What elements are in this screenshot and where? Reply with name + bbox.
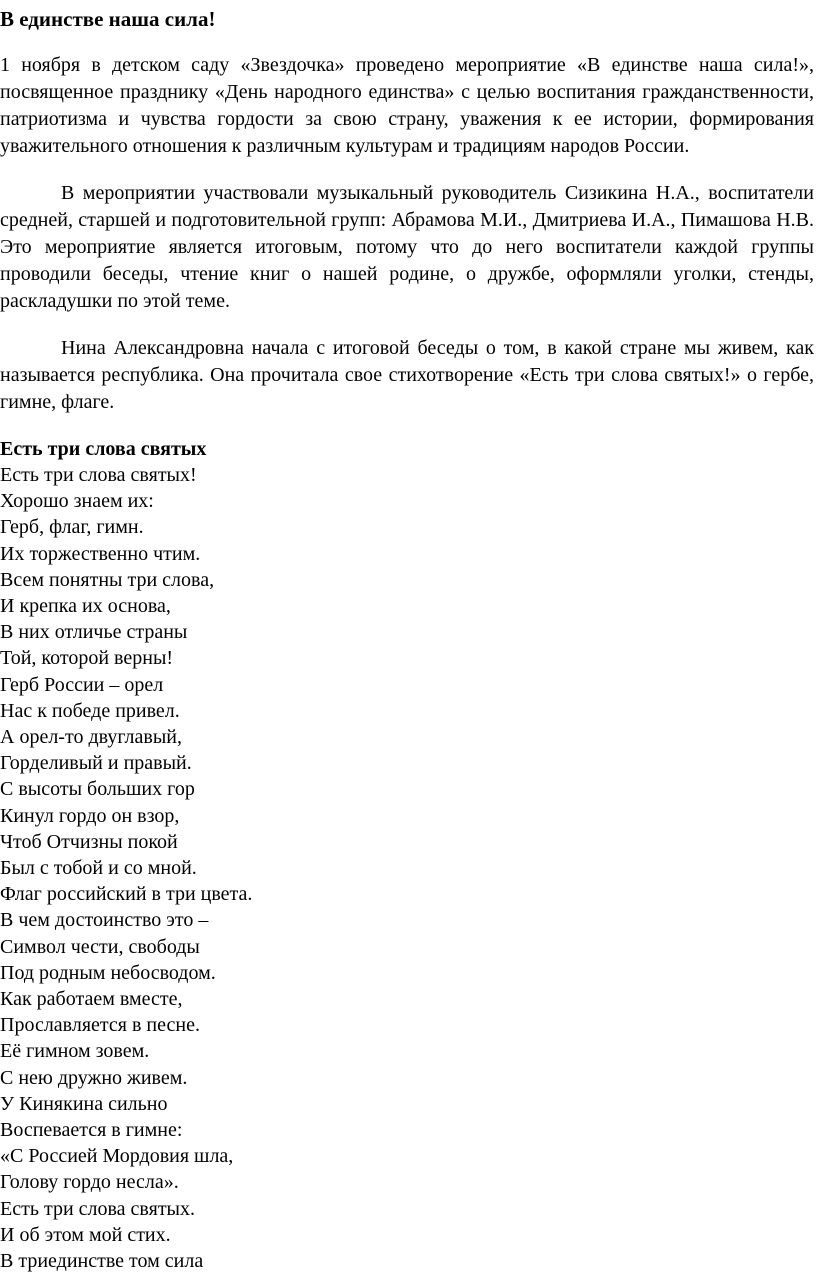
poem-line: Герб, флаг, гимн. — [0, 516, 144, 539]
poem-title: Есть три слова святых — [0, 438, 207, 460]
poem-line: И крепка их основа, — [0, 595, 171, 618]
poem-line: Её гимном зовем. — [0, 1040, 150, 1063]
poem-line: А орел-то двуглавый, — [0, 726, 183, 749]
document-title: В единстве наша сила! — [0, 7, 216, 31]
poem — [0, 436, 814, 1274]
poem-line: В них отличье страны — [0, 621, 188, 644]
poem-line: Герб России – орел — [0, 673, 164, 696]
poem-line: Под родным небосводом. — [0, 961, 216, 984]
poem-line: Чтоб Отчизны покой — [0, 830, 178, 853]
poem-line: С нею дружно живем. — [0, 1066, 188, 1089]
paragraph-intro: 1 ноября в детском саду «Звездочка» проведено мероприятие «В единстве наша сила!», посвященное празднику «День народного единства» с целью воспитания гражданственности, патриотизма и чувства гордости за свою страну, уважения к ее истории, формирования уважительного отношения к различным культурам и традициям народов России. — [0, 54, 814, 157]
poem-lines — [0, 462, 814, 1274]
poem-line: С высоты больших гор — [0, 778, 195, 801]
poem-line: Голову гордо несла». — [0, 1171, 179, 1194]
poem-line: Кинул гордо он взор, — [0, 804, 180, 827]
poem-line: Прославляется в песне. — [0, 1014, 200, 1037]
poem-line: Флаг российский в три цвета. — [0, 883, 253, 906]
poem-line: Всем понятны три слова, — [0, 568, 215, 591]
poem-line: У Кинякина сильно — [0, 1092, 168, 1115]
poem-line: Нас к победе привел. — [0, 699, 180, 722]
poem-line: Горделивый и правый. — [0, 752, 192, 775]
poem-line: В чем достоинство это – — [0, 909, 209, 932]
poem-line: В триединстве том сила — [0, 1250, 204, 1273]
poem-line: Их торжественно чтим. — [0, 542, 201, 565]
paragraph-participants: В мероприятии участвовали музыкальный руководитель Сизикина Н.А., воспитатели средней, старшей и подготовительной групп: Абрамова М.И., Дмитриева И.А., Пимашова Н.В. Это мероприятие является итоговым, потому что до него воспитатели каждой группы проводили беседы, чтение книг о нашей родине, о дружбе, оформляли уголки, стенды, раскладушки по этой теме. — [0, 182, 814, 312]
poem-line: Символ чести, свободы — [0, 935, 200, 958]
poem-line: И об этом мой стих. — [0, 1223, 171, 1246]
poem-line: Как работаем вместе, — [0, 988, 183, 1011]
poem-line: Есть три слова святых. — [0, 1197, 195, 1220]
poem-line: Воспевается в гимне: — [0, 1119, 183, 1142]
poem-line: Хорошо знаем их: — [0, 490, 154, 513]
poem-line: Той, которой верны! — [0, 647, 174, 670]
poem-line: Есть три слова святых! — [0, 464, 197, 486]
paragraph-conversation: Нина Александровна начала с итоговой беседы о том, в какой стране мы живем, как называется республика. Она прочитала свое стихотворение «Есть три слова святых!» о гербе, гимне, флаге. — [0, 337, 814, 413]
poem-line: «С Россией Мордовия шла, — [0, 1145, 234, 1168]
poem-line: Был с тобой и со мной. — [0, 857, 197, 880]
